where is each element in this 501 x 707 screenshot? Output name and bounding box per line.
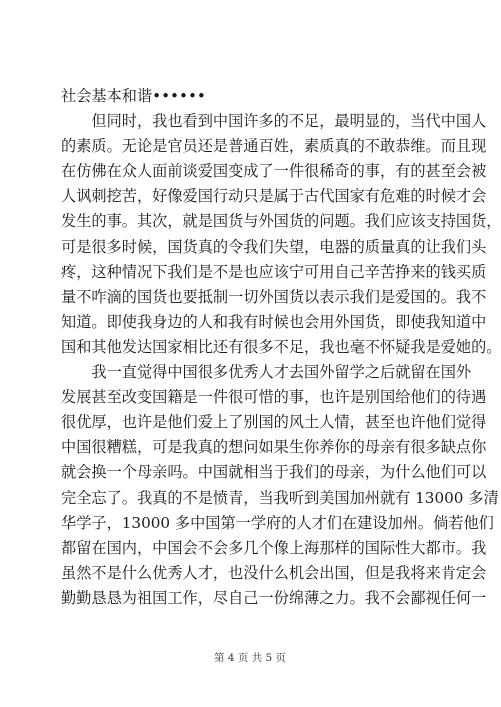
text-line: 但同时，我也看到中国许多的不足，最明显的，当代中国人 xyxy=(61,112,487,131)
text-line: 在仿佛在众人面前谈爱国变成了一件很稀奇的事，有的甚至会被 xyxy=(61,162,487,181)
text-line: 勤勤恳恳为祖国工作，尽自己一份绵薄之力。我不会鄙视任何一 xyxy=(61,588,487,607)
text-line: 的素质。无论是官员还是普通百姓，素质真的不敢恭维。而且现 xyxy=(61,137,487,156)
text-line: 人讽刺挖苦，好像爱国行动只是属于古代国家有危难的时候才会 xyxy=(61,187,487,206)
text-line: 疼，这种情况下我们是不是也应该宁可用自己辛苦挣来的钱买质 xyxy=(61,262,487,281)
text-line: 就会换一个母亲吗。中国就相当于我们的母亲，为什么他们可以 xyxy=(61,463,487,482)
text-line: 我一直觉得中国很多优秀人才去国外留学之后就留在国外 xyxy=(61,363,472,382)
text-line: 量不咋滴的国货也要抵制一切外国货以表示我们是爱国的。我不 xyxy=(61,287,487,306)
text-line: 国和其他发达国家相比还有很多不足，我也毫不怀疑我是爱她的。 xyxy=(61,337,501,356)
text-line: 完全忘了。我真的不是愤青，当我听到美国加州就有 13000 多清 xyxy=(61,488,499,507)
text-line: 知道。即使我身边的人和我有时候也会用外国货，即使我知道中 xyxy=(61,312,487,331)
text-line: 虽然不是什么优秀人才，也没什么机会出国，但是我将来肯定会 xyxy=(61,563,487,582)
text-line: 发生的事。其次，就是国货与外国货的问题。我们应该支持国货， xyxy=(61,212,501,231)
text-line: 发展甚至改变国籍是一件很可惜的事，也许是别国给他们的待遇 xyxy=(61,388,487,407)
text-line: 中国很糟糕，可是我真的想问如果生你养你的母亲有很多缺点你 xyxy=(61,438,487,457)
body-text xyxy=(61,84,501,611)
text-line: 华学子，13000 多中国第一学府的人才们在建设加州。倘若他们 xyxy=(61,513,494,532)
text-line: 可是很多时候，国货真的令我们失望，电器的质量真的让我们头 xyxy=(61,237,487,256)
text-line: 很优厚，也许是他们爱上了别国的风土人情，甚至也许他们觉得 xyxy=(61,413,487,432)
text-line: 社会基本和谐•••••• xyxy=(61,87,206,105)
text-line: 都留在国内，中国会不会多几个像上海那样的国际性大都市。我 xyxy=(61,538,487,557)
page-footer: 第 4 页 共 5 页 xyxy=(213,652,287,664)
